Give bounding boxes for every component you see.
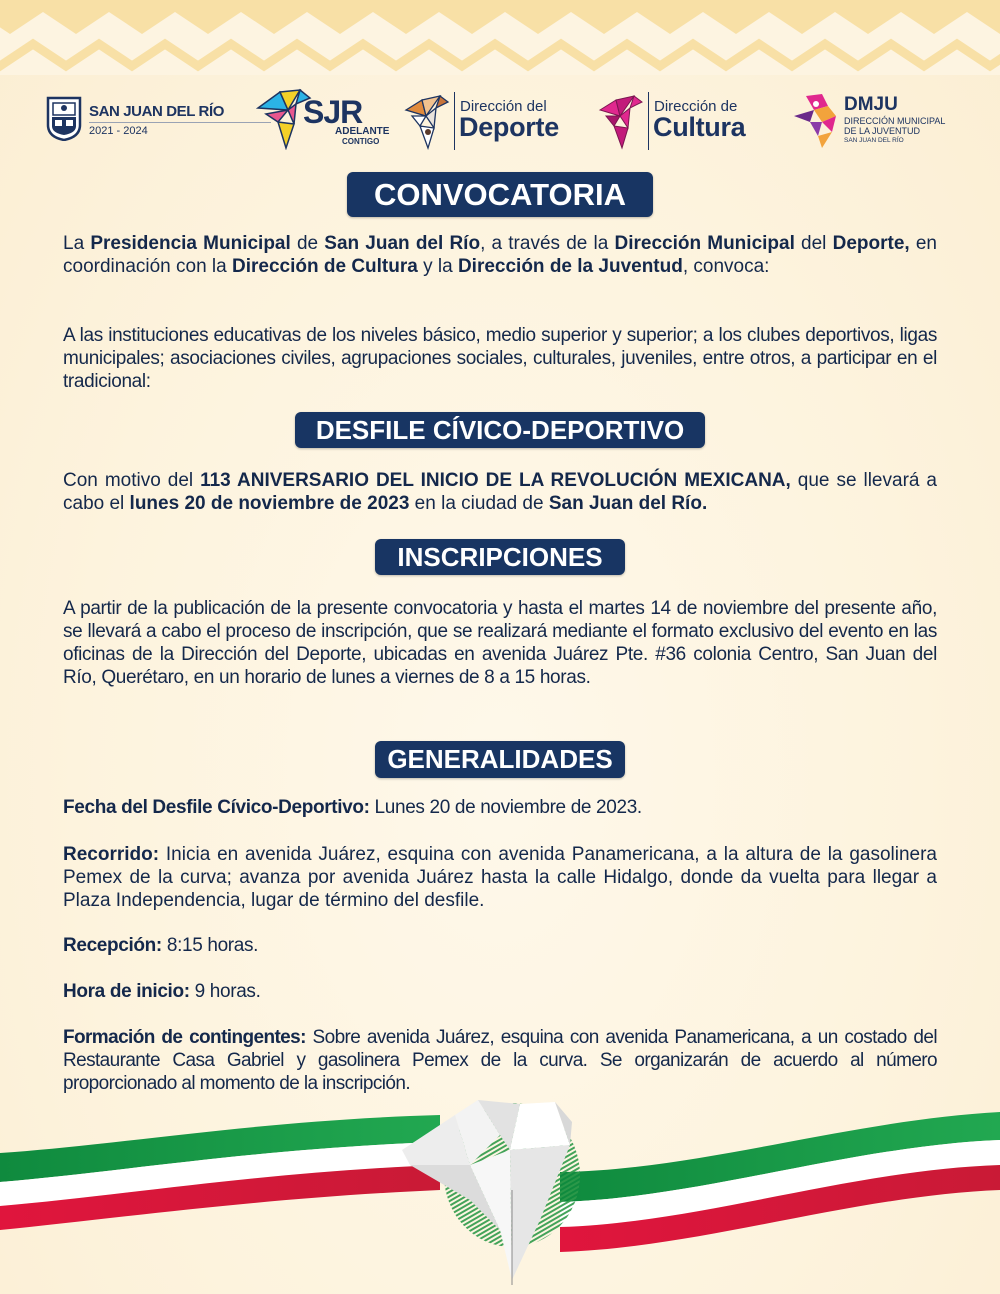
logo-direccion-de-cultura — [598, 88, 768, 154]
invitation-paragraph: A las instituciones educativas de los niveles básico, medio superior y superior; a los clubes deportivos, ligas municipales; asociaciones civiles, agrupaciones sociales, culturales, juveniles, entre otros, a participar en el tradicional: — [63, 325, 937, 392]
heading-generalidades: GENERALIDADES — [375, 741, 625, 778]
text: en la ciudad de — [409, 493, 549, 514]
bold-text: Presidencia Municipal — [90, 233, 291, 254]
text: que se llevará a cabo el — [63, 470, 937, 514]
item-value: Inicia en avenida Juárez, esquina con avenida Panamericana, a la altura de la gasolinera Pemex de la curva; avanza por avenida Juárez hasta la calle Hidalgo, donde da vuelta para llegar a Plaza Independencia, lugar de término del desfile. — [63, 844, 937, 911]
bold-text: Dirección Municipal — [614, 233, 795, 254]
sjr-tagline-1: ADELANTE — [335, 126, 390, 137]
item-label: Fecha del Desfile Cívico-Deportivo: — [63, 797, 370, 818]
general-item-fecha — [63, 796, 937, 819]
item-value: Sobre avenida Juárez, esquina con avenida Panamericana, a un costado del Restaurante Casa Gabriel y gasolinera Pemex de la curva. Se organizarán de acuerdo al número proporcionado al momento de la inscripción. — [63, 1027, 937, 1094]
dmju-line-2-text: DE LA JUVENTUD — [844, 126, 921, 136]
desfile-paragraph — [63, 469, 937, 515]
bold-text: Dirección de la Juventud — [457, 256, 683, 277]
administration-years: 2021 - 2024 — [89, 125, 148, 137]
dmju-acronym: DMJU — [844, 94, 898, 115]
municipal-shield-icon — [46, 95, 82, 141]
dmju-line-1-text: DIRECCIÓN MUNICIPAL — [844, 116, 946, 126]
text: en coordinación con la — [63, 233, 937, 277]
intro-paragraph — [63, 232, 937, 278]
item-label: Recorrido: — [63, 844, 160, 865]
cultura-label-small: Dirección de — [654, 98, 738, 115]
bold-text: Dirección de Cultura — [232, 256, 418, 277]
logo-direccion-del-deporte — [404, 88, 574, 154]
text: La — [63, 233, 91, 254]
heading-convocatoria: CONVOCATORIA — [347, 172, 653, 217]
general-item-hora-inicio — [63, 980, 937, 1003]
divider — [89, 122, 271, 123]
divider — [454, 92, 455, 150]
heading-inscripciones: INSCRIPCIONES — [375, 539, 625, 575]
item-label: Formación de contingentes: — [63, 1027, 306, 1048]
general-item-formacion — [63, 1026, 937, 1095]
logo-san-juan-del-rio — [46, 88, 231, 154]
dmju-line-1 — [844, 116, 945, 136]
bold-text: Deporte, — [832, 233, 910, 254]
inscripciones-paragraph: A partir de la publicación de la presente convocatoria y hasta el martes 14 de noviembre del presente año, se llevará a cabo el proceso de inscripción, que se realizará mediante el formato exclusivo del evento en las oficinas de la Dirección del Deporte, ubicadas en avenida Juárez Pte. #36 colonia Centro, San Juan del Río, Querétaro, en un horario de lunes a viernes de 8 a 15 horas. — [63, 598, 937, 688]
origami-bird-icon — [792, 92, 842, 150]
general-item-recorrido — [63, 843, 937, 912]
sjr-tagline-2: CONTIGO — [342, 137, 380, 146]
bold-text: San Juan del Río — [324, 233, 481, 254]
mexican-flag-ribbon — [0, 1090, 1000, 1294]
bold-text: lunes 20 de noviembre de 2023 — [129, 493, 410, 514]
cultura-label-big: Cultura — [653, 112, 746, 142]
deporte-label-big: Deporte — [459, 112, 559, 142]
item-label: Recepción: — [63, 935, 162, 956]
general-item-recepcion — [63, 934, 937, 957]
deporte-label-small: Dirección del — [460, 98, 547, 115]
logo-dmju — [792, 88, 962, 154]
text: de — [290, 233, 325, 254]
bold-text: San Juan del Río. — [548, 493, 708, 514]
divider — [648, 92, 649, 150]
text: del — [794, 233, 833, 254]
logo-sjr-adelante-contigo — [256, 88, 390, 154]
item-value: Lunes 20 de noviembre de 2023. — [369, 797, 642, 818]
zigzag-banner — [0, 0, 1000, 75]
text: y la — [417, 256, 458, 277]
heading-desfile: DESFILE CÍVICO-DEPORTIVO — [295, 412, 705, 448]
dmju-line-3: SAN JUAN DEL RÍO — [844, 137, 904, 144]
bold-text: 113 ANIVERSARIO DEL INICIO DE LA REVOLUCIÓN MEXICANA, — [200, 470, 791, 491]
origami-bird-icon — [598, 94, 644, 150]
origami-bird-icon — [404, 94, 450, 150]
text: , a través de la — [480, 233, 615, 254]
item-value: 8:15 horas. — [161, 935, 259, 956]
municipality-name: SAN JUAN DEL RÍO — [89, 103, 225, 120]
item-value: 9 horas. — [189, 981, 261, 1002]
sjr-wordmark: SJR — [303, 94, 363, 130]
logos-row — [0, 88, 1000, 154]
text: , convoca: — [682, 256, 770, 277]
item-label: Hora de inicio: — [63, 981, 190, 1002]
text: Con motivo del — [63, 470, 201, 491]
